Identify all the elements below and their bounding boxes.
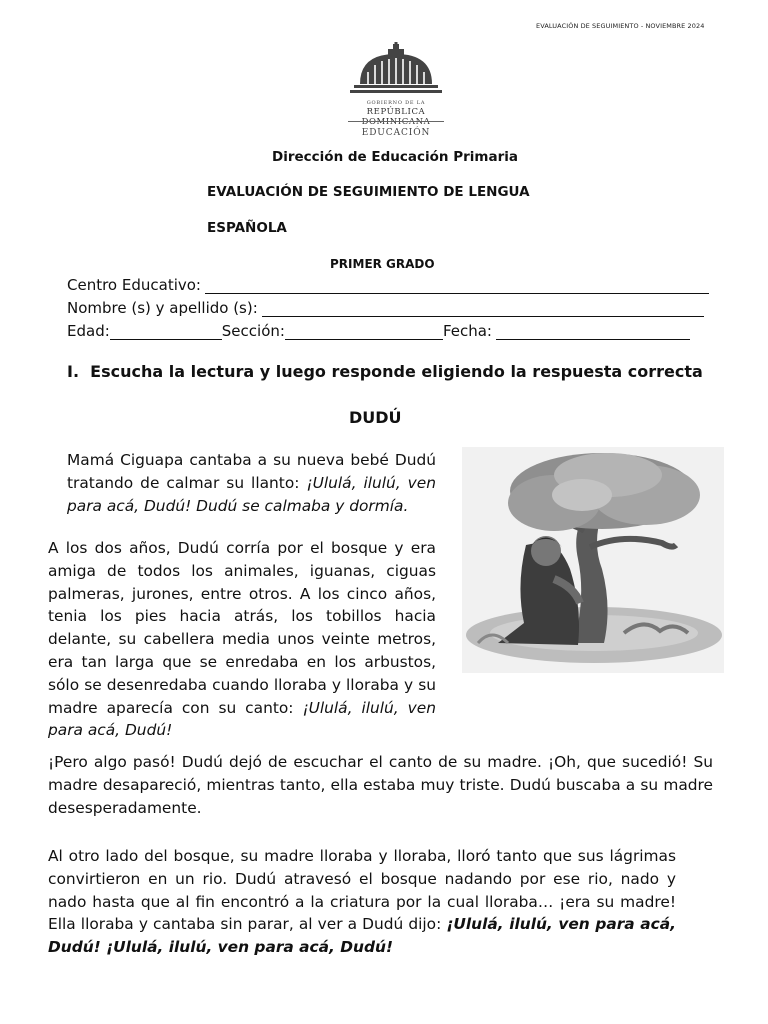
paragraph-4-text: Al otro lado del bosque, su madre lloraba y lloraba, lloró tanto que sus lágrimas convirtieron en un rio. Dudú atravesó el bosque nadando por ese rio, nado y nado hasta que al fin encontró a la criatura por la cual lloraba… ¡era su madre! Ella lloraba y cantaba sin parar, al ver a Dudú dijo: [48, 847, 676, 934]
name-input-line[interactable] [262, 301, 704, 317]
paragraph-1-text: Mamá Ciguapa cantaba a su nueva bebé Dudú tratando de calmar su llanto: [67, 451, 436, 492]
logo-ministry-text: EDUCACIÓN [361, 128, 431, 138]
evaluation-title-line1: EVALUACIÓN DE SEGUIMIENTO DE LENGUA [207, 184, 530, 200]
date-input-line[interactable] [496, 324, 690, 340]
paragraph-1-song: ¡Ululá, ilulú, ven para acá, Dudú! Dudú se calmaba y dormía. [67, 473, 436, 515]
section-label: Sección: [221, 322, 285, 340]
government-logo [344, 42, 448, 146]
department-title: Dirección de Educación Primaria [272, 149, 518, 165]
name-field-row [67, 299, 704, 317]
section-number: I. [67, 362, 80, 381]
story-paragraph-1 [67, 449, 436, 517]
name-label: Nombre (s) y apellido (s): [67, 299, 258, 317]
date-label: Fecha: [442, 322, 492, 340]
evaluation-title-line2: ESPAÑOLA [207, 220, 287, 236]
age-section-date-row [67, 322, 690, 340]
logo-republic-text: REPÚBLICA DOMINICANA [361, 107, 431, 127]
logo-government-text: GOBIERNO DE LA [366, 100, 426, 106]
paragraph-2-song: ¡Ululá, ilulú, ven para acá, Dudú! [48, 698, 436, 740]
school-input-line[interactable] [205, 278, 709, 294]
section-instruction-text: Escucha la lectura y luego responde eligiendo la respuesta correcta [90, 362, 703, 381]
school-label: Centro Educativo: [67, 276, 201, 294]
grade-title: PRIMER GRADO [330, 257, 435, 271]
section-instruction [67, 362, 703, 381]
paragraph-2-text: A los dos años, Dudú corría por el bosque y era amiga de todos los animales, iguanas, ciguas palmeras, jurones, entre otros. A los cinco años, tenia los pies hacia atrás, los tobillos hacia delante, su cabellera media unos veinte metros, era tan larga que se enredaba en los arbustos, sólo se desenredaba cuando lloraba y lloraba y su madre aparecía con su canto: [48, 539, 436, 717]
header-note: EVALUACIÓN DE SEGUIMIENTO - NOVIEMBRE 2024 [536, 22, 705, 30]
capitol-dome-icon [344, 42, 448, 100]
school-field-row [67, 276, 709, 294]
age-input-line[interactable] [110, 324, 222, 340]
paragraph-4-song: ¡Ululá, ilulú, ven para acá, Dudú! ¡Ululá, ilulú, ven para acá, Dudú! [48, 915, 676, 957]
story-title: DUDÚ [349, 408, 402, 427]
story-paragraph-4 [48, 845, 676, 959]
story-paragraph-2 [48, 537, 436, 742]
logo-divider [348, 121, 444, 122]
section-input-line[interactable] [285, 324, 443, 340]
story-paragraph-3: ¡Pero algo pasó! Dudú dejó de escuchar el canto de su madre. ¡Oh, que sucedió! Su madre desapareció, mientras tanto, ella estaba muy triste. Dudú buscaba a su madre desesperadamente. [48, 753, 713, 817]
girl-under-tree-illustration [462, 447, 724, 673]
age-label: Edad: [67, 322, 110, 340]
